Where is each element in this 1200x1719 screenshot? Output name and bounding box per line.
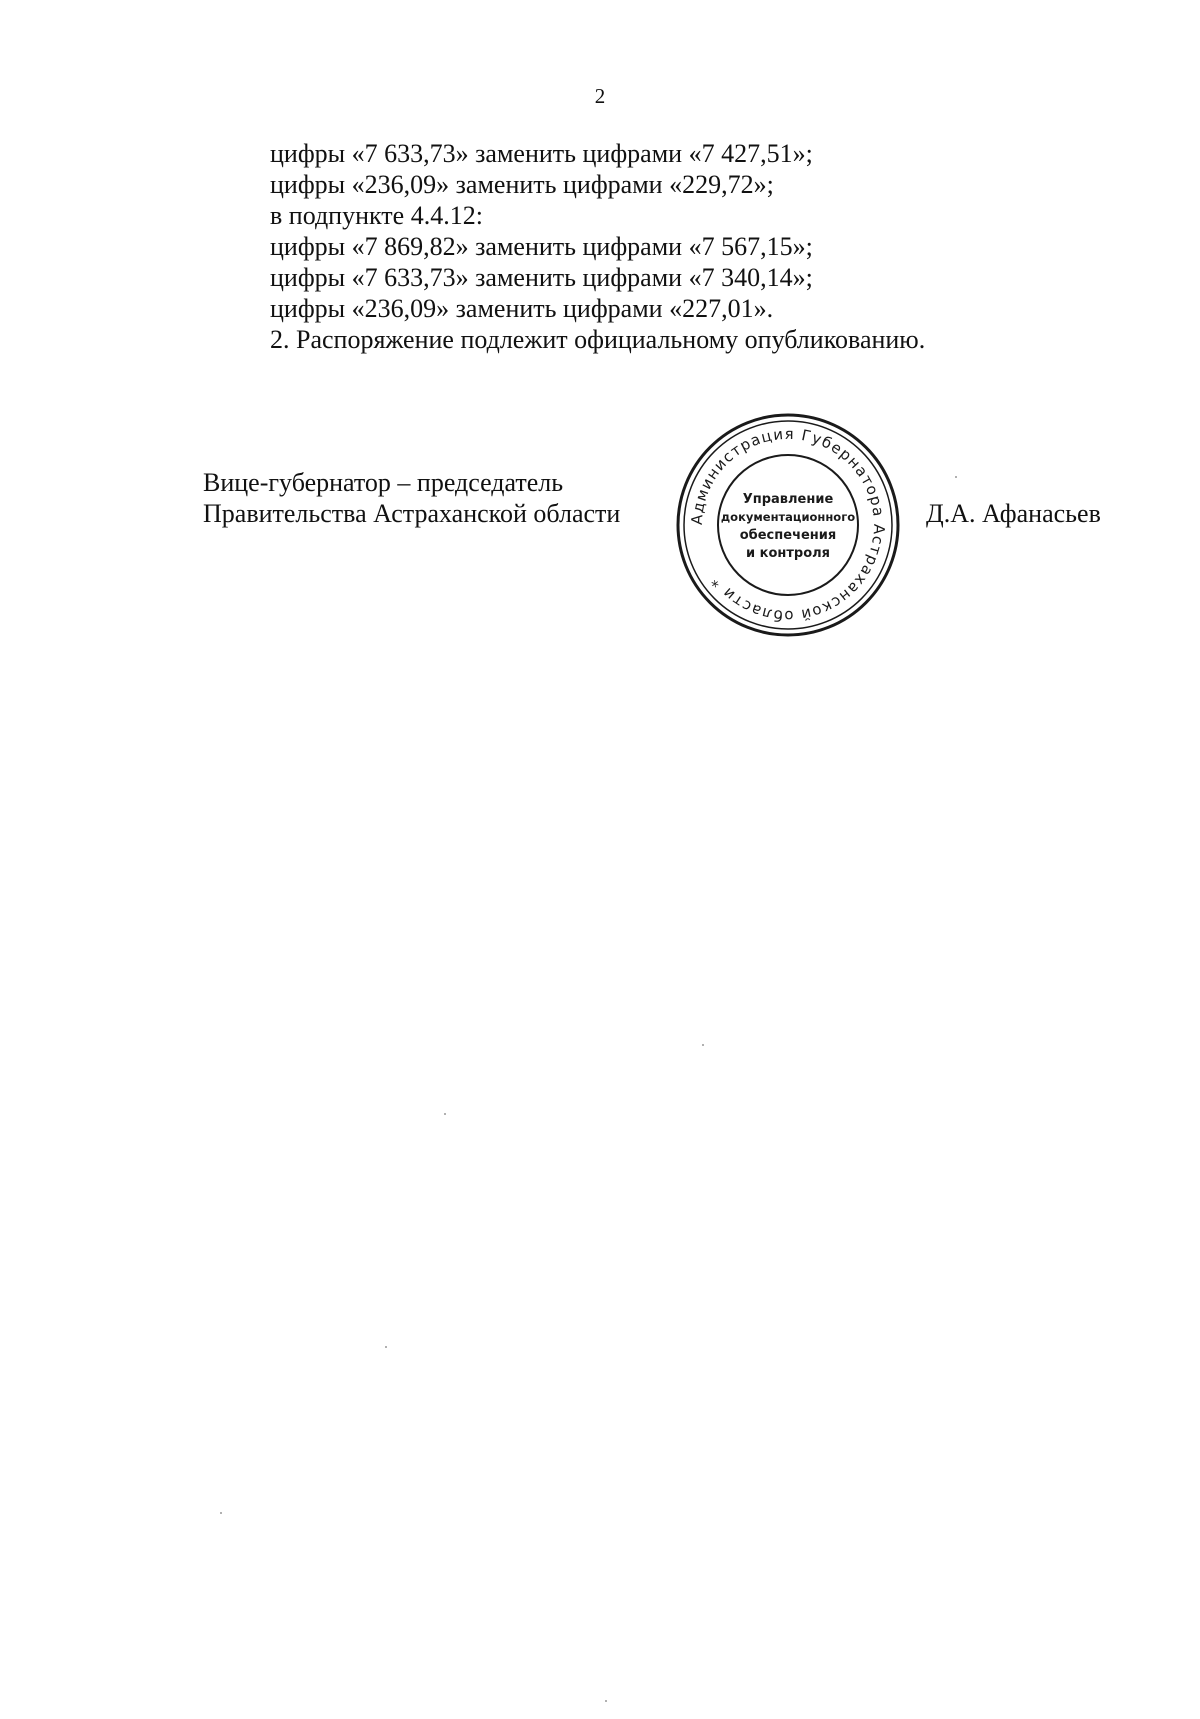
scan-speck	[955, 476, 957, 478]
seal-inner-line: и контроля	[745, 546, 831, 561]
body-line: в подпункте 4.4.12:	[270, 201, 483, 230]
body-line: цифры «236,09» заменить цифрами «227,01».	[270, 294, 774, 323]
signature-block	[203, 467, 620, 529]
seal-inner-line: документационного	[720, 510, 856, 524]
scan-speck	[385, 1346, 387, 1348]
body-line: цифры «7 633,73» заменить цифрами «7 340,14»;	[270, 263, 813, 292]
body-line: 2. Распоряжение подлежит официальному опубликованию.	[270, 325, 926, 354]
signer-position-line-1: Вице-губернатор – председатель	[203, 468, 564, 497]
signer-position-line-2: Правительства Астраханской области	[203, 499, 621, 528]
page-number: 2	[594, 84, 606, 108]
seal-outer-text: Администрация Губернатора Астраханской области *	[687, 424, 889, 626]
scan-speck	[702, 1044, 704, 1046]
body-line: цифры «7 869,82» заменить цифрами «7 567,15»;	[270, 232, 813, 261]
seal-inner-line: Управление	[742, 492, 834, 507]
official-seal-stamp	[672, 409, 904, 641]
signer-name: Д.А. Афанасьев	[926, 499, 1101, 528]
seal-inner-line: обеспечения	[739, 528, 837, 543]
body-line: цифры «236,09» заменить цифрами «229,72»;	[270, 170, 774, 199]
document-body	[270, 138, 1150, 355]
scan-speck	[605, 1700, 607, 1702]
scan-speck	[220, 1512, 222, 1514]
body-line: цифры «7 633,73» заменить цифрами «7 427,51»;	[270, 139, 813, 168]
scan-speck	[444, 1113, 446, 1115]
